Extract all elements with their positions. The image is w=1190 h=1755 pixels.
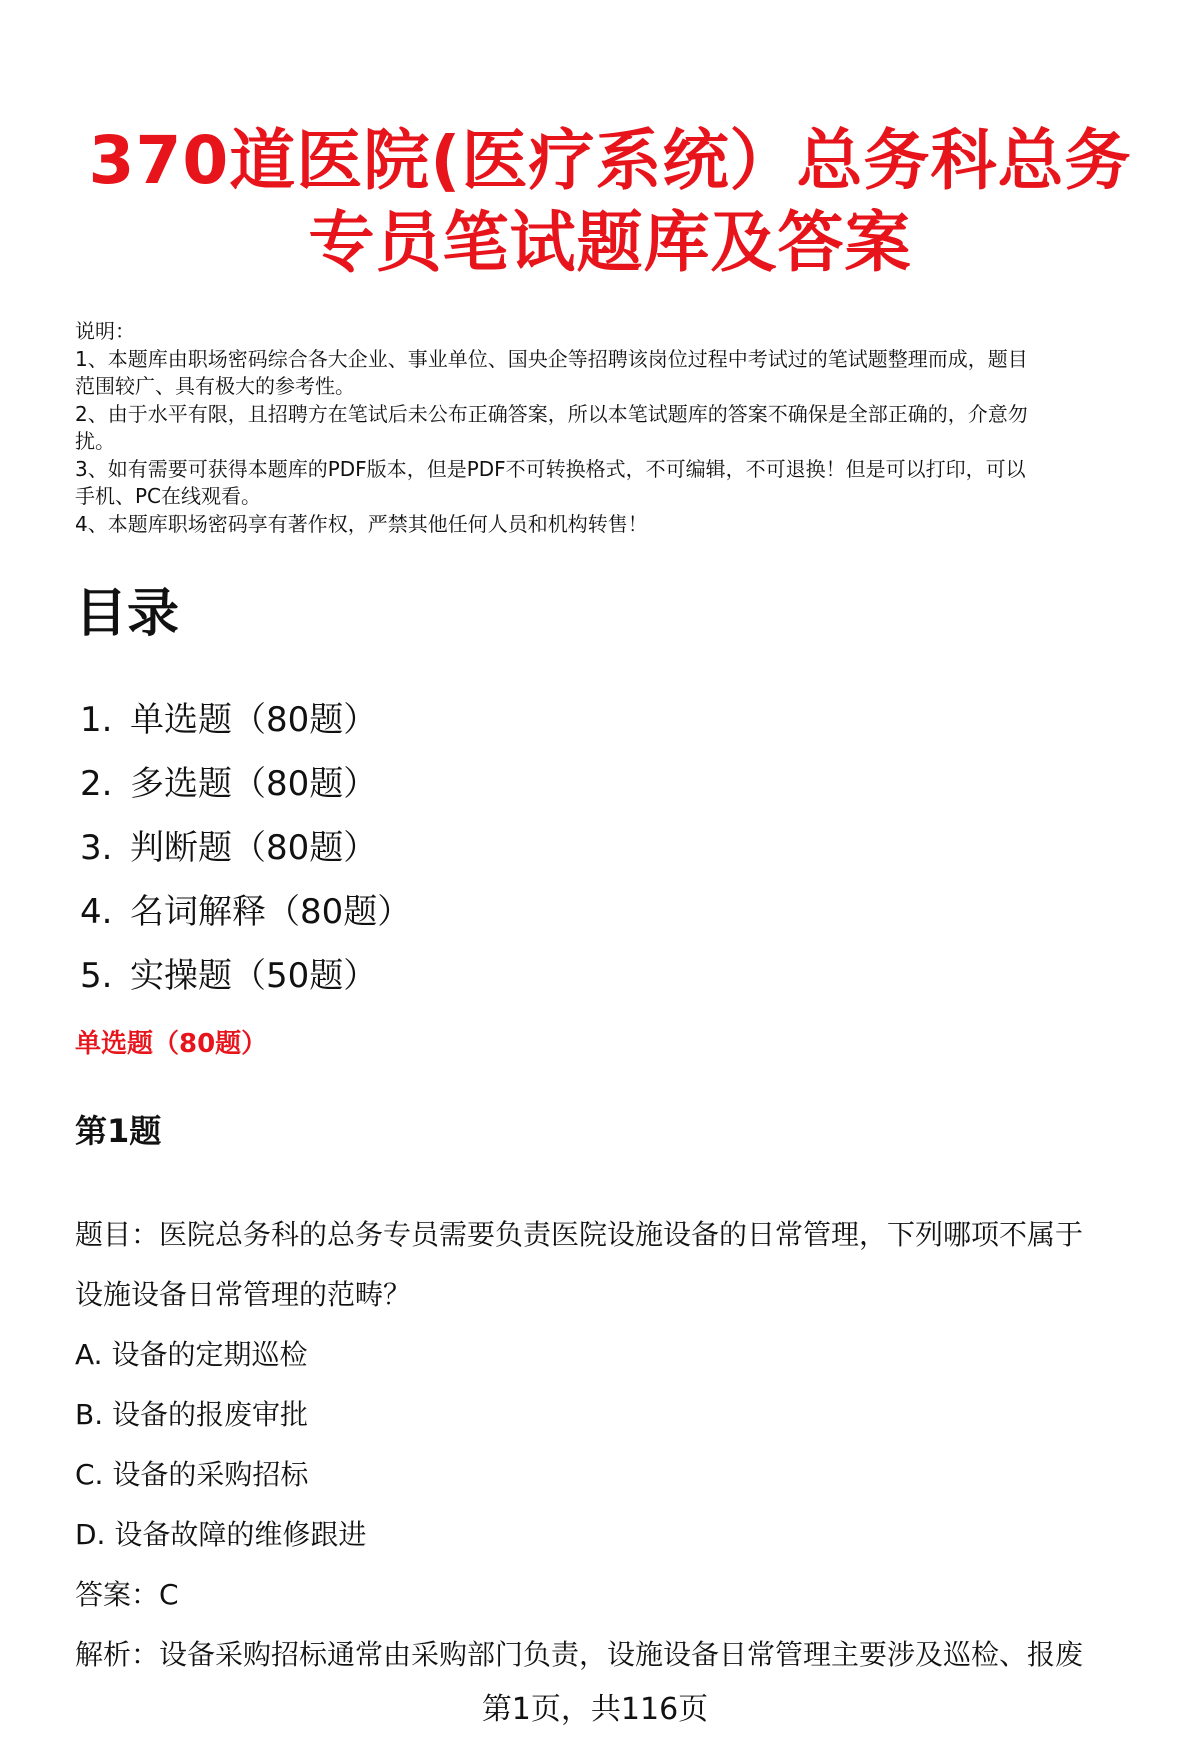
toc-item-label: 单选题（80题） [130,700,378,740]
option-c: C. 设备的采购招标 [75,1458,309,1491]
toc-heading: 目录 [75,584,180,644]
instruction-line: 手机、PC在线观看。 [75,484,262,508]
page-footer: 第1页，共116页 [481,1692,709,1727]
title-line-1: 370道医院(医疗系统）总务科总务 [88,122,1132,199]
toc-item[interactable] [80,752,411,816]
analysis-line: 解析：设备采购招标通常由采购部门负责，设施设备日常管理主要涉及巡检、报废 [75,1638,1084,1671]
instruction-line: 3、如有需要可获得本题库的PDF版本，但是PDF不可转换格式，不可编辑，不可退换！但是可以打印，可以 [75,456,1026,481]
option-d: D. 设备故障的维修跟进 [75,1518,367,1551]
section-heading-single-choice: 单选题（80题） [75,1029,268,1059]
table-of-contents [80,688,411,1008]
instruction-line: 范围较广、具有极大的参考性。 [75,374,355,398]
toc-item[interactable] [80,688,411,752]
question-stem-line-1: 题目：医院总务科的总务专员需要负责医院设施设备的日常管理，下列哪项不属于 [75,1218,1084,1251]
option-b: B. 设备的报废审批 [75,1398,309,1431]
instruction-line: 扰。 [75,429,115,453]
instructions-block [75,318,1155,538]
question-body [75,1205,1165,1685]
toc-item[interactable] [80,944,411,1008]
toc-item-number: 4. [80,892,113,932]
toc-item[interactable] [80,880,411,944]
document-title [60,120,1160,284]
toc-item-number: 3. [80,828,113,868]
instructions-label: 说明： [75,319,135,343]
instruction-line: 4、本题库职场密码享有著作权，严禁其他任何人员和机构转售！ [75,511,648,536]
toc-item-number: 1. [80,700,113,740]
instruction-line: 2、由于水平有限，且招聘方在笔试后未公布正确答案，所以本笔试题库的答案不确保是全部正确的，介意勿 [75,401,1028,426]
instruction-line: 1、本题库由职场密码综合各大企业、事业单位、国央企等招聘该岗位过程中考试过的笔试题整理而成，题目 [75,346,1028,371]
answer-line: 答案：C [75,1578,179,1611]
option-a: A. 设备的定期巡检 [75,1338,308,1371]
toc-item-number: 5. [80,956,113,996]
toc-item-label: 名词解释（80题） [130,892,412,932]
title-line-2: 专员笔试题库及答案 [308,204,912,281]
question-stem-line-2: 设施设备日常管理的范畴？ [75,1278,412,1311]
question-number: 第1题 [75,1112,162,1150]
toc-item-label: 判断题（80题） [130,828,378,868]
toc-item-number: 2. [80,764,113,804]
toc-item[interactable] [80,816,411,880]
toc-item-label: 多选题（80题） [130,764,378,804]
toc-item-label: 实操题（50题） [130,956,378,996]
